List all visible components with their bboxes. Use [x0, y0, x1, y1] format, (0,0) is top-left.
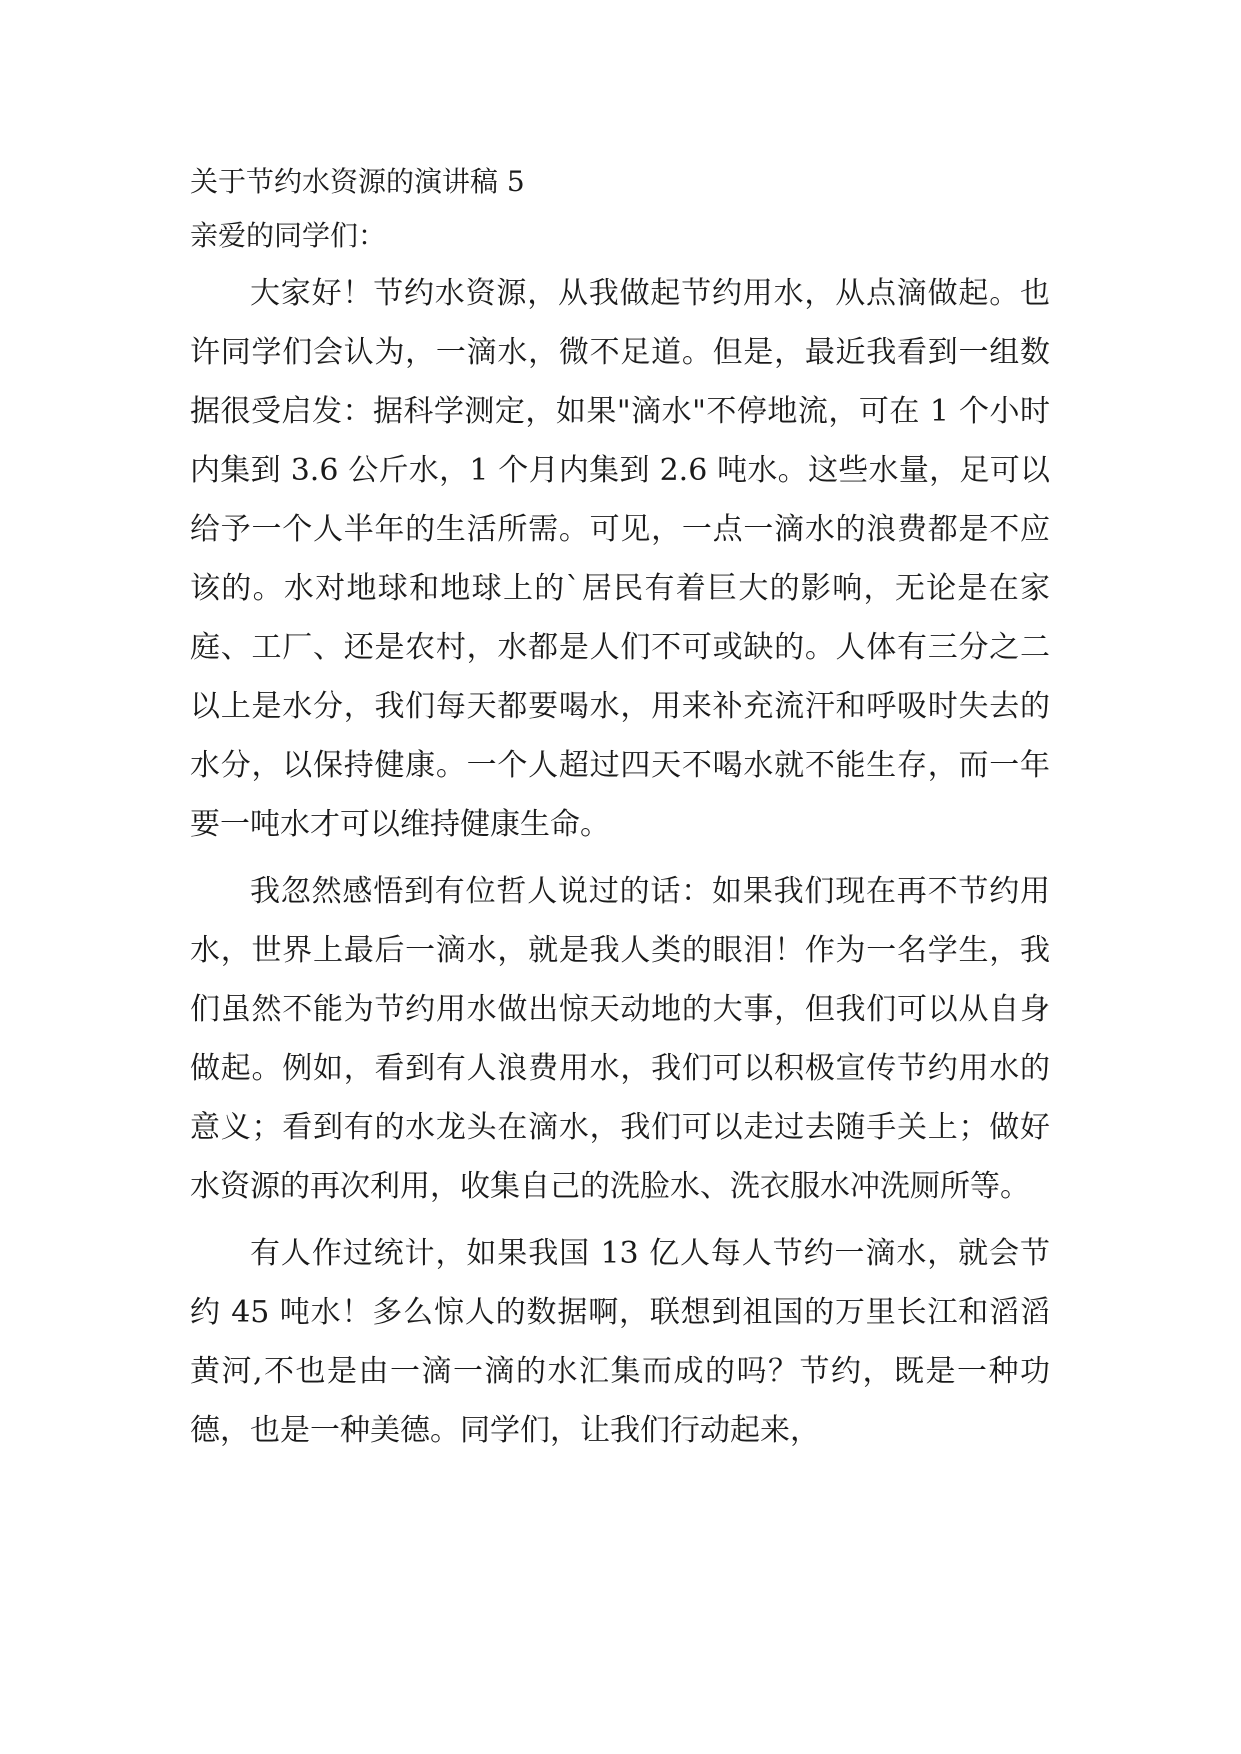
- paragraph-1: 大家好！节约水资源，从我做起节约用水，从点滴做起。也许同学们会认为，一滴水，微不足道。但是，最近我看到一组数据很受启发：据科学测定，如果"滴水"不停地流，可在 1 个小时内集到 3.6 公斤水，1 个月内集到 2.6 吨水。这些水量，足可以给予一个人半年的生活所需。可见，一点一滴水的浪费都是不应该的。水对地球和地球上的`居民有着巨大的影响，无论是在家庭、工厂、还是农村，水都是人们不可或缺的。人体有三分之二以上是水分，我们每天都要喝水，用来补充流汗和呼吸时失去的水分，以保持健康。一个人超过四天不喝水就不能生存，而一年要一吨水才可以维持健康生命。: [190, 276, 1050, 842]
- paragraph-3: 有人作过统计，如果我国 13 亿人每人节约一滴水，就会节约 45 吨水！多么惊人的数据啊，联想到祖国的万里长江和滔滔黄河,不也是由一滴一滴的水汇集而成的吗？节约，既是一种功德，也是一种美德。同学们，让我们行动起来，: [190, 1236, 1050, 1448]
- document-page: [190, 162, 1050, 1460]
- document-title: 关于节约水资源的演讲稿 5: [190, 165, 525, 198]
- greeting-line: 亲爱的同学们：: [190, 219, 387, 252]
- paragraph-2: 我忽然感悟到有位哲人说过的话：如果我们现在再不节约用水，世界上最后一滴水，就是我人类的眼泪！作为一名学生，我们虽然不能为节约用水做出惊天动地的大事，但我们可以从自身做起。例如，看到有人浪费用水，我们可以积极宣传节约用水的意义；看到有的水龙头在滴水，我们可以走过去随手关上；做好水资源的再次利用，收集自己的洗脸水、洗衣服水冲洗厕所等。: [190, 874, 1050, 1204]
